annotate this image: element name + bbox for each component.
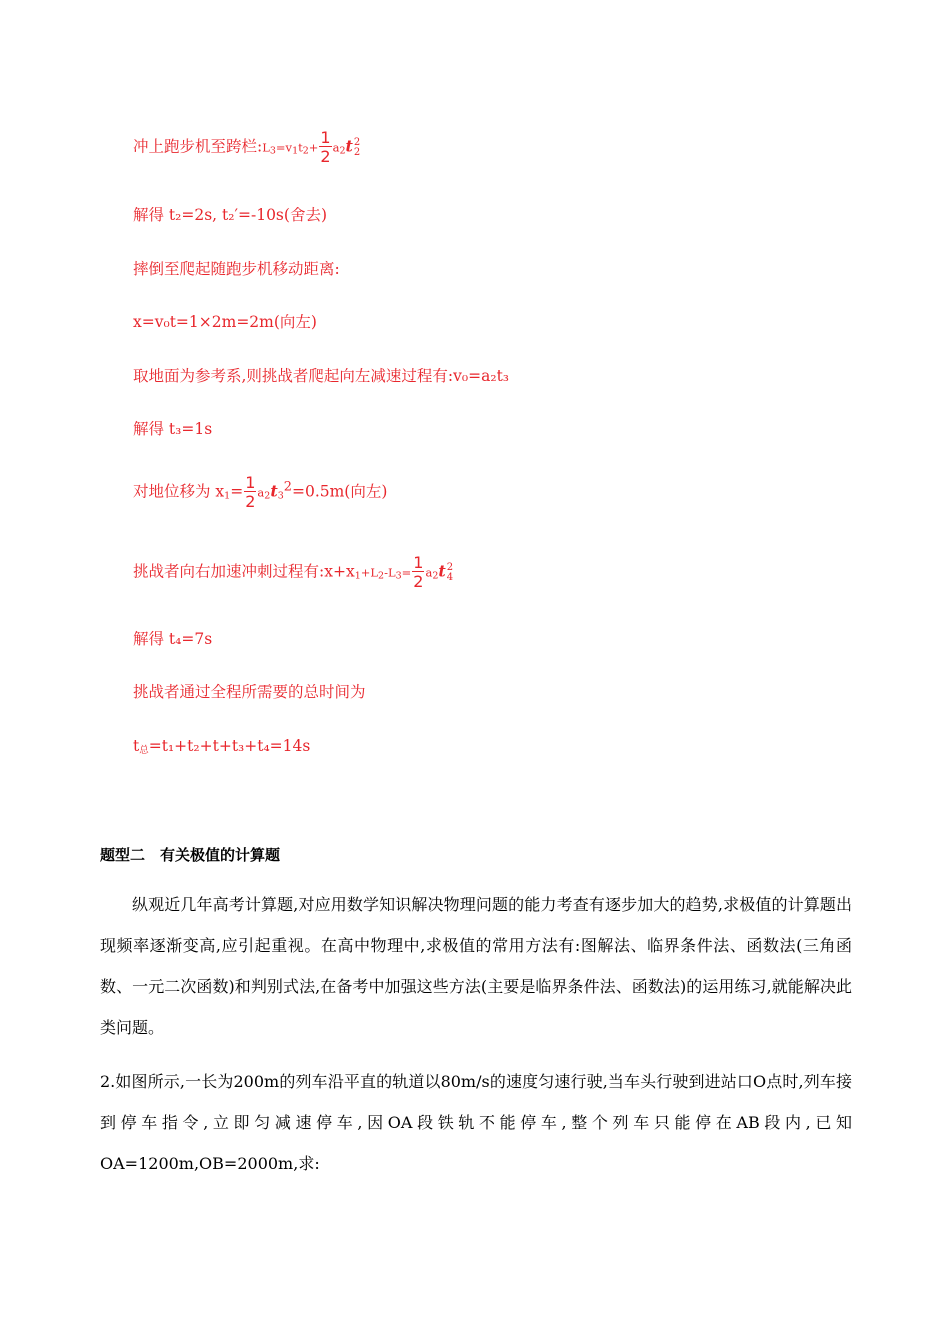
superscript: 2	[446, 561, 454, 573]
solution-text: 对地位移为 x	[133, 482, 225, 501]
subscript: 2	[339, 145, 346, 157]
fraction-numerator: 1	[245, 473, 256, 492]
subscript: 2	[353, 146, 361, 158]
solution-line-10: 挑战者通过全程所需要的总时间为	[133, 683, 366, 701]
var-a: a	[257, 485, 265, 500]
var-t: t	[298, 140, 303, 155]
solution-line-7	[133, 475, 387, 510]
problem-2-paragraph: 2.如图所示,一长为200m的列车沿平直的轨道以80m/s的速度匀速行驶,当车头行驶到进站口O点时,列车接到停车指令,立即匀减速停车,因OA段铁轨不能停车,整个列车只能停在AB段内,已知OA=1200m,OB=2000m,求:	[100, 1072, 852, 1173]
subscript: 总	[139, 745, 149, 756]
solution-text: =t₁+t₂+t+t₃+t₄=14s	[148, 737, 311, 755]
plus-L: +L	[360, 565, 379, 580]
sup-sub-pair	[447, 563, 453, 583]
solution-text: =0.5m(向左)	[291, 482, 388, 501]
subscript: 4	[446, 571, 454, 583]
section-heading: 题型二 有关极值的计算题	[100, 846, 281, 864]
solution-line-1	[133, 130, 360, 165]
var-t-italic: t	[270, 481, 278, 501]
var-a: a	[425, 565, 433, 580]
solution-line-9: 解得 t₄=7s	[133, 630, 213, 648]
equals-v: =v	[275, 140, 293, 155]
superscript: 2	[353, 136, 361, 148]
subscript: 1	[292, 145, 299, 157]
plus-sign: +	[308, 140, 319, 155]
solution-line-3: 摔倒至爬起随跑步机移动距离:	[133, 260, 340, 278]
solution-line-4: x=v₀t=1×2m=2m(向左)	[133, 313, 317, 331]
fraction-denominator: 2	[245, 492, 256, 511]
superscript: 2	[283, 479, 292, 495]
subscript: 3	[395, 570, 402, 582]
var-a: a	[332, 140, 340, 155]
solution-line-6: 解得 t₃=1s	[133, 420, 213, 438]
subscript: 3	[269, 145, 276, 157]
subscript: 2	[378, 570, 385, 582]
fraction-denominator: 2	[413, 572, 424, 591]
equals-sign: =	[230, 482, 244, 501]
solution-line-5: 取地面为参考系,则挑战者爬起向左减速过程有:v₀=a₂t₃	[133, 367, 510, 385]
solution-line-2: 解得 t₂=2s, t₂′=-10s(舍去)	[133, 206, 327, 224]
solution-line-11	[133, 739, 310, 756]
section-intro-paragraph: 纵观近几年高考计算题,对应用数学知识解决物理问题的能力考查有逐步加大的趋势,求极值的计算题出现频率逐渐变高,应引起重视。在高中物理中,求极值的常用方法有:图解法、临界条件法、函数法(三角函数、一元二次函数)和判别式法,在备考中加强这些方法(主要是临界条件法、函数法)的运用练习,就能解决此类问题。	[100, 895, 852, 1037]
sup-sub-pair	[354, 138, 360, 158]
fraction-half	[244, 475, 256, 510]
var-L: L	[262, 140, 270, 155]
subscript: 2	[302, 145, 309, 157]
equals-sign: =	[401, 565, 412, 580]
fraction-half	[319, 130, 331, 165]
subscript: 2	[264, 490, 271, 502]
var-t: t	[133, 737, 140, 755]
minus-L: -L	[384, 565, 396, 580]
fraction-half	[412, 555, 424, 590]
subscript: 3	[277, 490, 284, 502]
fraction-numerator: 1	[320, 128, 331, 147]
subscript: 1	[224, 490, 231, 502]
solution-text: 冲上跑步机至跨栏:	[133, 137, 263, 156]
solution-text: 挑战者向右加速冲刺过程有:x+x	[133, 562, 355, 581]
fraction-numerator: 1	[413, 553, 424, 572]
var-t-italic: t	[438, 561, 446, 581]
var-t-italic: t	[345, 136, 353, 156]
subscript: 2	[432, 570, 439, 582]
subscript: 1	[354, 570, 361, 582]
solution-line-8	[133, 555, 453, 590]
fraction-denominator: 2	[320, 147, 331, 166]
